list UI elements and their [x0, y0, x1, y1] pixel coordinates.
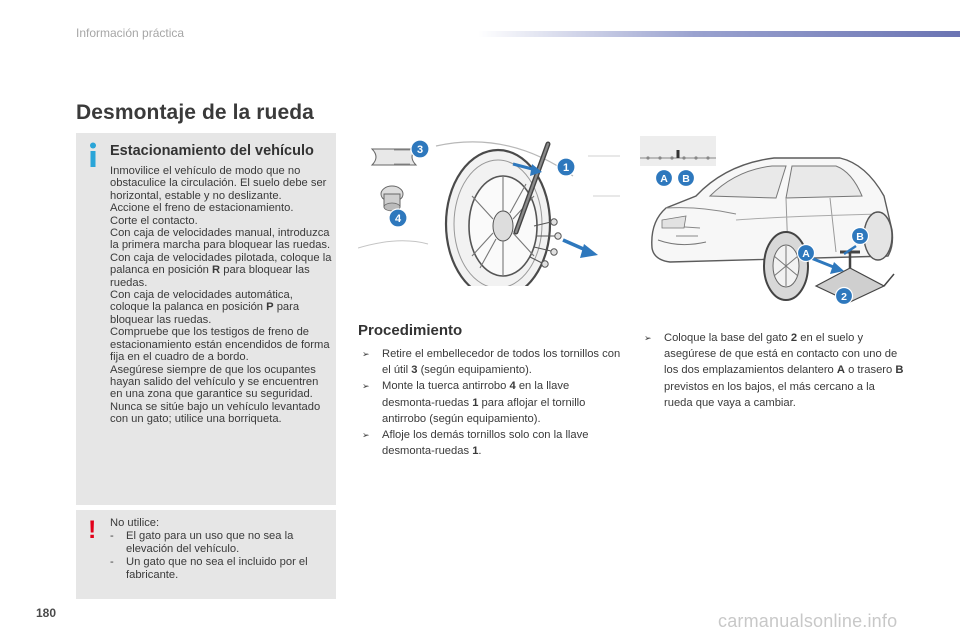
info-paragraph: Nunca se sitúe bajo un vehículo levantado con un gato; utilice una borriqueta. — [110, 400, 321, 426]
wheel-tools-illustration — [358, 136, 620, 286]
page-title: Desmontaje de la rueda — [76, 101, 314, 124]
svg-text:2: 2 — [841, 291, 847, 303]
svg-text:4: 4 — [394, 213, 402, 225]
callout-a-inset — [656, 170, 673, 187]
car-jack-illustration — [640, 136, 902, 312]
warning-box — [76, 510, 336, 599]
procedure-step: ➢ Retire el embellecedor de todos los tornillos con el útil 3 (según equipamiento). — [362, 348, 621, 377]
procedure-heading: Procedimiento — [358, 322, 463, 339]
info-text — [110, 165, 332, 426]
page-number: 180 — [36, 606, 57, 620]
callout-1 — [557, 158, 575, 176]
info-paragraph: Con caja de velocidades manual, introduzca la primera marcha para bloquear las ruedas. — [110, 227, 331, 252]
callout-b — [852, 228, 869, 245]
warning-item: - El gato para un uso que no sea la elevación del vehículo. — [110, 530, 294, 555]
svg-text:A: A — [802, 248, 810, 260]
info-paragraph: Con caja de velocidades automática, coloque la palanca en posición P para bloquear las ruedas. — [110, 289, 300, 326]
watermark: carmanualsonline.info — [718, 611, 898, 631]
warning-intro: No utilice: — [110, 517, 160, 529]
callout-b-inset — [678, 170, 695, 187]
info-paragraph: Accione el freno de estacionamiento. — [110, 202, 294, 215]
info-paragraph: Con caja de velocidades pilotada, coloque la palanca en posición R para bloquear las ruedas. — [110, 251, 332, 289]
header-section-title: Información práctica — [76, 26, 185, 40]
callout-4 — [389, 209, 407, 227]
svg-text:1: 1 — [562, 162, 570, 174]
procedure-step: ➢ Coloque la base del gato 2 en el suelo y asegúrese de que está en contacto con uno de los dos emplazamientos delantero A o trasero B previstos en los bajos, el más cercano a la rueda que vaya a cambiar. — [644, 332, 904, 409]
procedure-steps-right — [644, 330, 906, 411]
svg-text:A: A — [660, 173, 668, 185]
warning-icon: ! — [88, 516, 97, 544]
callout-a — [798, 245, 815, 262]
info-paragraph: Inmovilice el vehículo de modo que no obstaculice la circulación. El suelo debe ser horizontal, estable y no deslizante. — [110, 165, 327, 202]
info-paragraph: Asegúrese siempre de que los ocupantes hayan salido del vehículo y se encuentren en una zona que garantice su seguridad. — [110, 363, 319, 401]
callout-3 — [411, 140, 429, 158]
header-gradient-bar — [478, 31, 960, 37]
parking-info-box — [76, 133, 336, 505]
callout-2 — [836, 288, 853, 305]
procedure-steps — [362, 346, 624, 459]
warning-text — [110, 517, 332, 582]
info-paragraph: Corte el contacto. — [110, 214, 198, 227]
svg-text:B: B — [856, 231, 864, 243]
info-heading: Estacionamiento del vehículo — [110, 143, 314, 159]
warning-item: - Un gato que no sea el incluido por el fabricante. — [110, 556, 308, 581]
procedure-step: ➢ Monte la tuerca antirrobo 4 en la llave desmonta-ruedas 1 para aflojar el tornillo antirrobo (según equipamiento). — [362, 380, 586, 425]
procedure-step: ➢ Afloje los demás tornillos solo con la llave desmonta-ruedas 1. — [362, 429, 589, 458]
info-icon — [86, 142, 100, 168]
svg-text:3: 3 — [416, 144, 424, 156]
info-paragraph: Compruebe que los testigos de freno de estacionamiento están encendidos de forma fija en el cuadro de a bordo. — [110, 326, 330, 364]
svg-text:B: B — [682, 173, 690, 185]
